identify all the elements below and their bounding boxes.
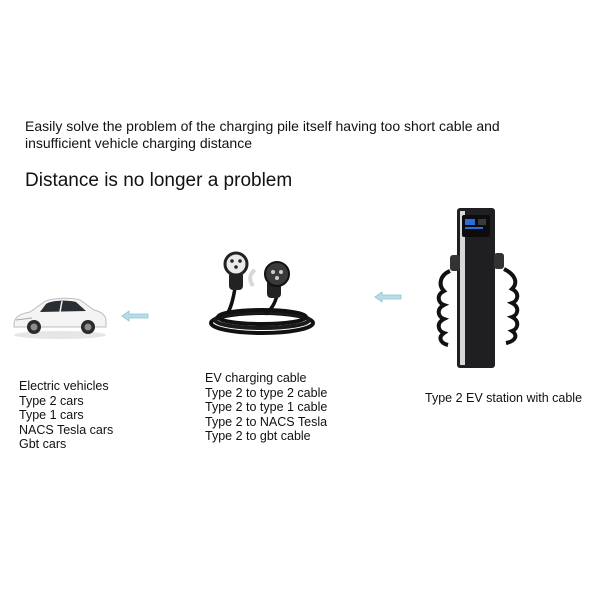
electric-car-image bbox=[10, 290, 110, 340]
list-item: Type 2 to type 1 cable bbox=[205, 400, 328, 415]
vehicle-list bbox=[19, 379, 113, 452]
list-item: Type 1 cars bbox=[19, 408, 84, 423]
list-item: NACS Tesla cars bbox=[19, 422, 114, 437]
list-item: Type 2 to NACS Tesla bbox=[205, 414, 328, 429]
headline: Distance is no longer a problem bbox=[25, 170, 293, 191]
list-item: EV charging cable bbox=[205, 371, 307, 385]
list-item: Type 2 to type 2 cable bbox=[205, 385, 328, 400]
cable-list bbox=[205, 371, 327, 444]
station-caption: Type 2 EV station with cable bbox=[425, 391, 583, 405]
intro-line-2: insufficient vehicle charging distance bbox=[25, 135, 252, 151]
left-arrow-icon bbox=[121, 310, 149, 322]
left-arrow-icon bbox=[374, 291, 402, 303]
charging-cable-image bbox=[205, 250, 315, 340]
intro-text bbox=[25, 118, 545, 152]
list-item: Gbt cars bbox=[19, 437, 67, 452]
list-item: Type 2 to gbt cable bbox=[205, 429, 311, 444]
list-item: Type 2 cars bbox=[19, 393, 84, 408]
intro-line-1: Easily solve the problem of the charging pile itself having too short cable and bbox=[25, 118, 500, 134]
list-item: Electric vehicles bbox=[19, 379, 109, 393]
ev-charging-station-image bbox=[432, 205, 527, 370]
